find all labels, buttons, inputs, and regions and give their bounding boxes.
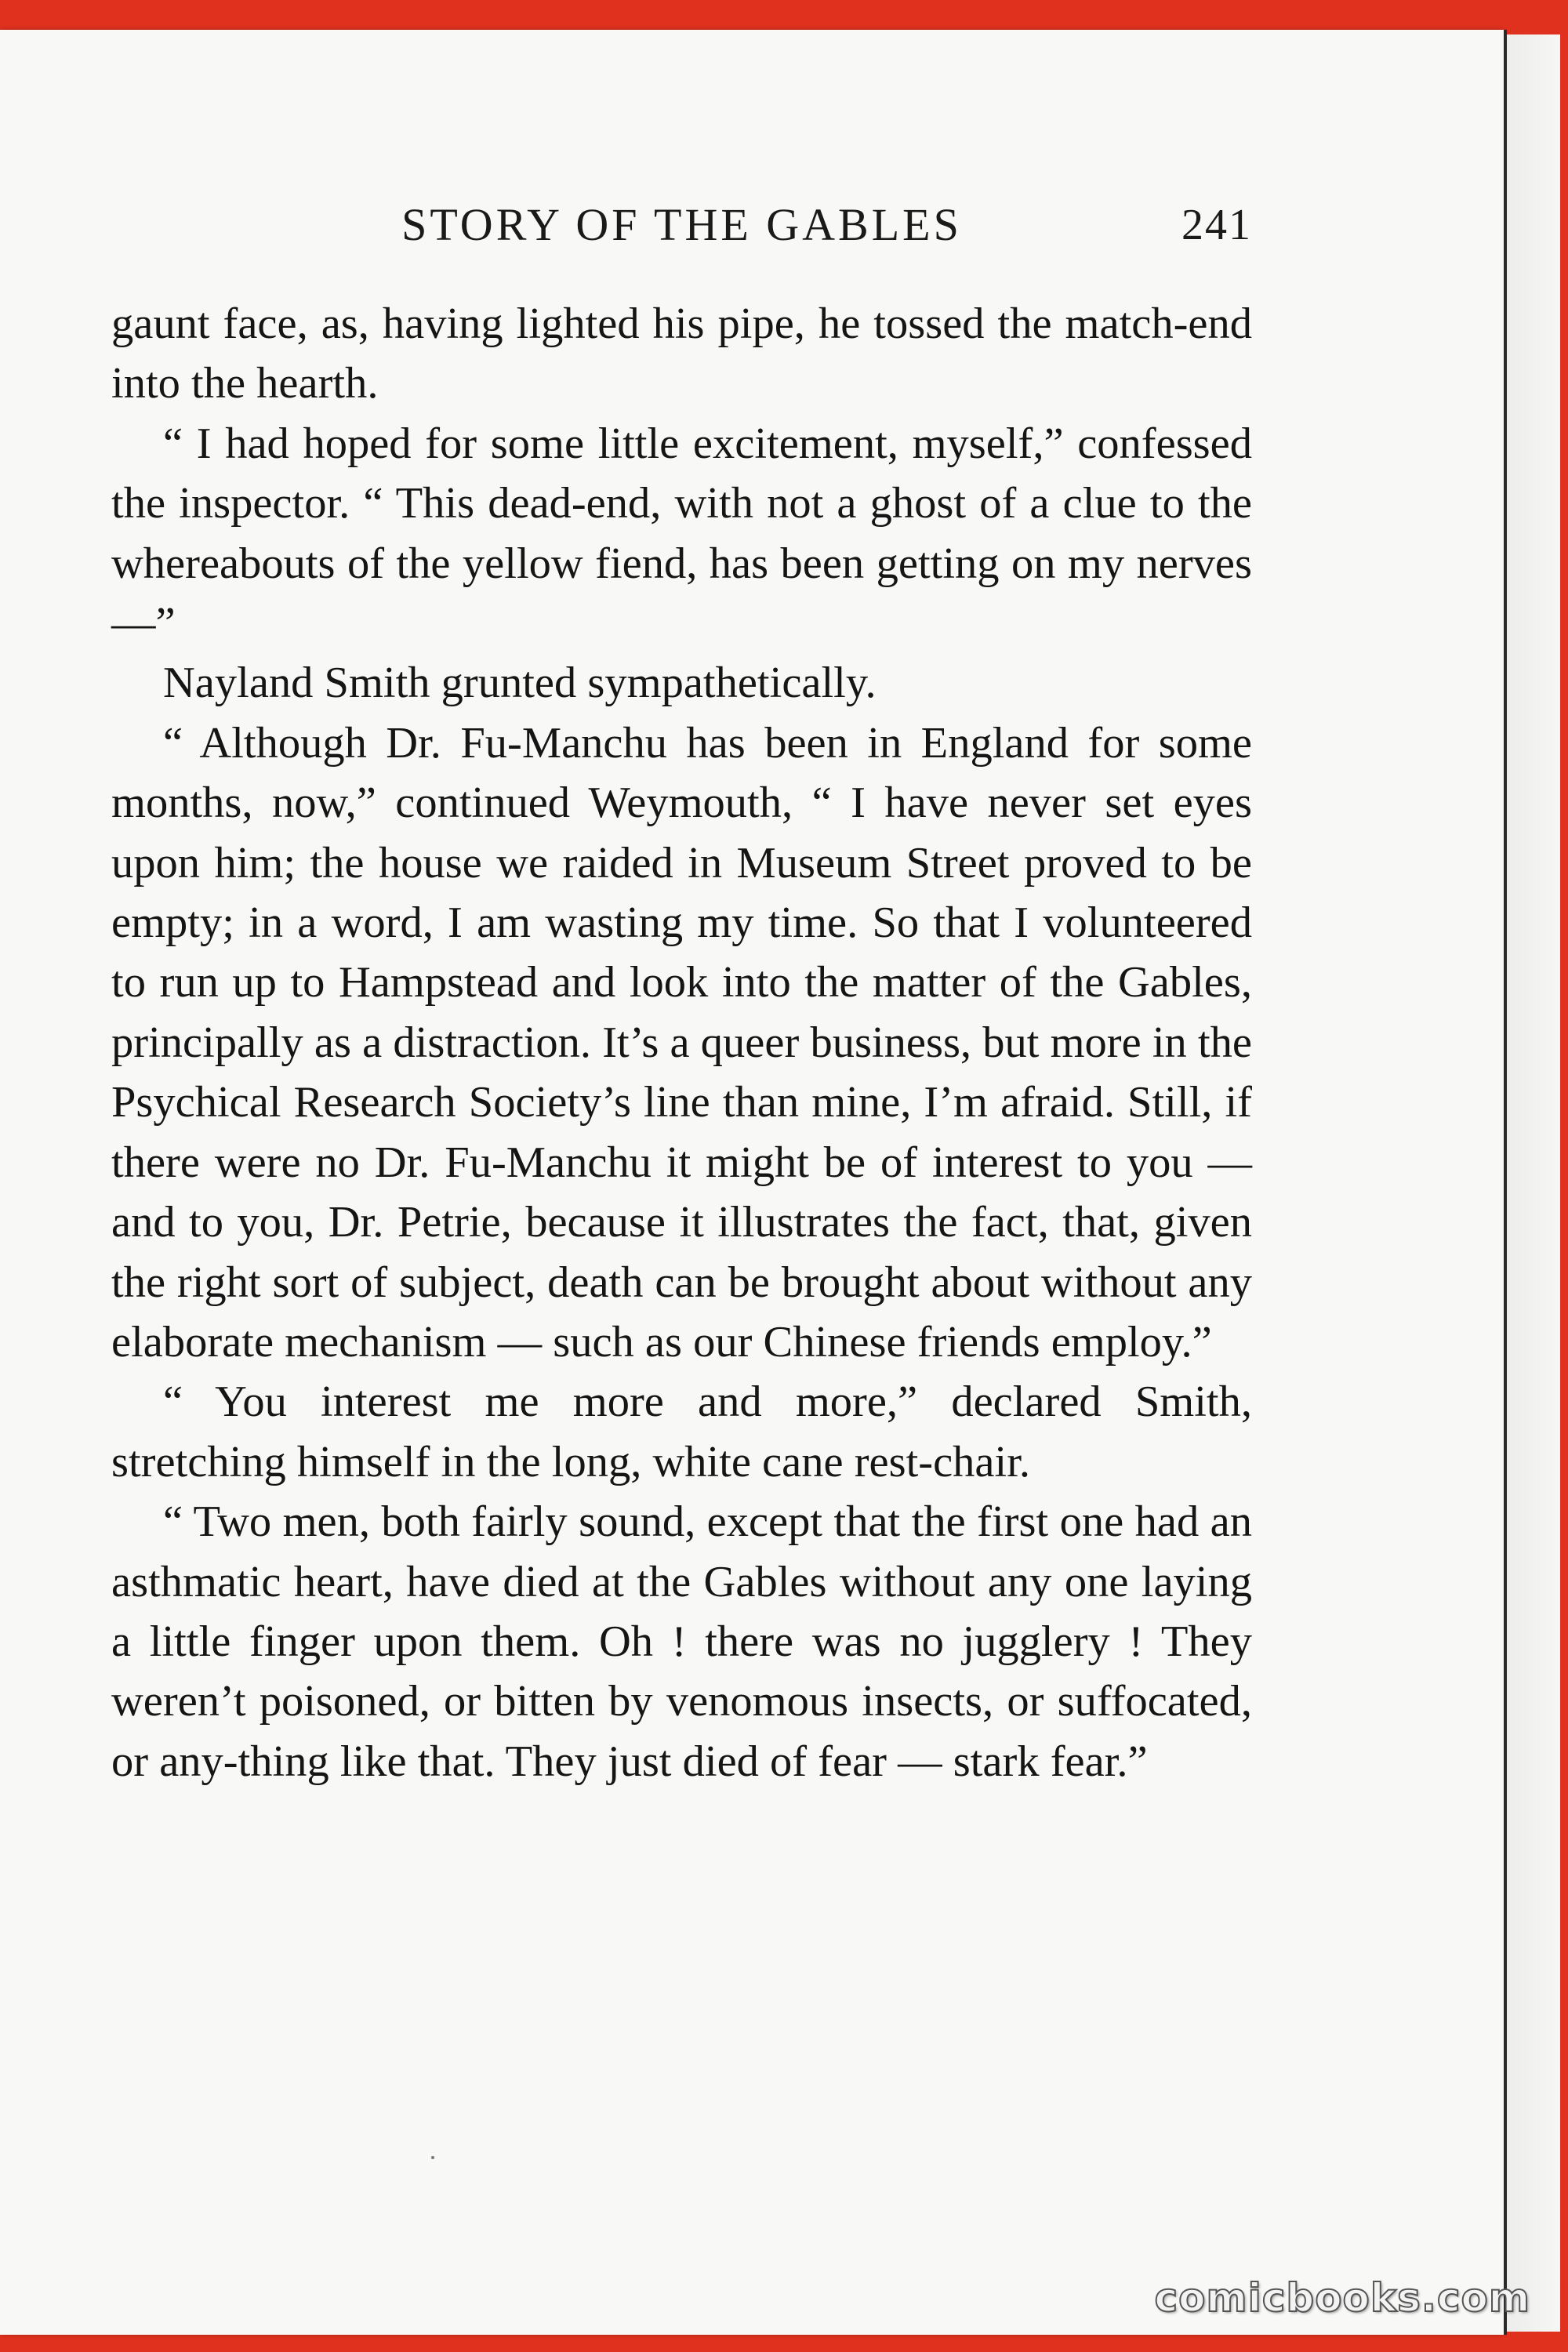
paragraph-continuation: gaunt face, as, having lighted his pipe, he tossed the match-end into the hearth. xyxy=(111,299,1252,408)
paragraph: “ You interest me more and more,” declared Smith, stretching himself in the long, white cane rest-chair. xyxy=(111,1377,1252,1486)
body-text xyxy=(111,294,1252,1791)
page-margin-strip xyxy=(1507,34,1560,2332)
print-speck xyxy=(431,2156,434,2159)
running-head xyxy=(111,198,1252,252)
paragraph: “ I had hoped for some little excitement, myself,” confessed the inspector. “ This dead-end, with not a ghost of a clue to the whereabouts of the yellow fiend, has been getting on my nerves —” xyxy=(111,419,1252,648)
paragraph: “ Two men, both fairly sound, except that the first one had an asthmatic heart, have died at the Gables without any one laying a little finger upon them. Oh ! there was no jugglery ! They weren’t poisoned, or bitten by venomous insects, or suffocated, or any-thing like that. They just died of fear — stark fear.” xyxy=(111,1497,1252,1786)
running-title: STORY OF THE GABLES xyxy=(401,199,962,250)
watermark-logo: comicbooks.com xyxy=(1154,2275,1530,2321)
page-number: 241 xyxy=(1181,201,1252,249)
paragraph: “ Although Dr. Fu-Manchu has been in England for some months, now,” continued Weymouth, “ I have never set eyes upon him; the house we raided in Museum Street proved to be empty; in a word, I am wasting my time. So that I volunteered to run up to Hampstead and look into the matter of the Gables, principally as a distraction. It’s a queer business, but more in the Psychical Research Society’s line than mine, I’m afraid. Still, if there were no Dr. Fu-Manchu it might be of interest to you — and to you, Dr. Petrie, because it illustrates the fact, that, given the right sort of subject, death can be brought about without any elaborate mechanism — such as our Chinese friends employ.” xyxy=(111,718,1252,1367)
paragraph: Nayland Smith grunted sympathetically. xyxy=(163,659,877,708)
